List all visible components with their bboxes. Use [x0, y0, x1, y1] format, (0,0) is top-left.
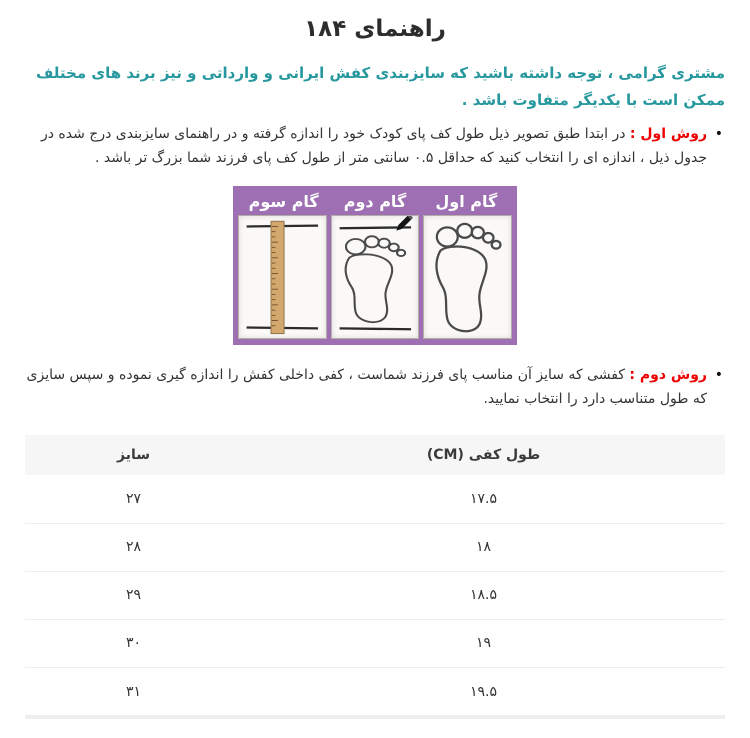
column-header-insole-length: طول کفی (CM) — [242, 435, 725, 475]
size-table — [25, 435, 725, 715]
measurement-steps-image — [233, 186, 517, 345]
table-row — [25, 667, 725, 715]
size-table-section — [25, 435, 725, 719]
cell-insole-length: ۱۸.۵ — [242, 571, 725, 619]
pencil-icon — [394, 216, 412, 233]
table-header-row — [25, 435, 725, 475]
sizing-guide-page — [0, 16, 750, 719]
column-header-size: سایز — [25, 435, 242, 475]
method-one-text: در ابتدا طبق تصویر ذیل طول کف پای کودک خود را اندازه گرفته و در راهنمای سایزبندی درج شده در جدول ذیل ، اندازه ای را انتخاب کنید که حداقل ۰.۵ سانتی متر از طول کف پای فرزند شما بزرگ تر باشد . — [40, 126, 707, 167]
method-two-label: روش دوم : — [629, 367, 707, 384]
step-two-label: گام دوم — [343, 192, 407, 212]
cell-size: ۳۱ — [125, 683, 142, 700]
methods-list — [25, 122, 725, 411]
cell-insole-length: ۱۹ — [242, 619, 725, 667]
bullet-marker-icon: • — [714, 126, 723, 142]
step-three-label: گام سوم — [248, 192, 319, 212]
bullet-marker-icon: • — [714, 367, 723, 384]
table-row — [25, 475, 725, 523]
table-row — [25, 571, 725, 619]
table-bottom-divider — [25, 715, 725, 719]
cell-insole-length: ۱۸ — [242, 523, 725, 571]
step-one-label: گام اول — [435, 192, 498, 212]
cell-insole-length: ۱۹.۵ — [469, 683, 497, 700]
customer-notice-text: مشتری گرامی ، توجه داشته باشید که سایزبندی کفش ایرانی و وارداتی و نیز برند های مختلف ممکن است با یکدیگر متفاوت باشد . — [35, 64, 725, 109]
steps-panels — [238, 215, 512, 339]
method-one-label: روش اول : — [629, 126, 707, 142]
foot-outline-icon — [423, 215, 512, 339]
foot-with-lines-and-pencil-icon — [331, 215, 420, 339]
ruler-between-lines-icon — [238, 215, 327, 339]
list-item-method-one — [25, 122, 725, 170]
cell-size: ۲۷ — [25, 475, 242, 523]
cell-insole-length: ۱۷.۵ — [242, 475, 725, 523]
method-two-text: کفشی که سایز آن مناسب پای فرزند شماست ، کفی داخلی کفش را اندازه گیری نموده و سپس سایزی که طول متناسب دارد را انتخاب نمایید. — [26, 367, 707, 408]
cell-size: ۲۸ — [25, 523, 242, 571]
table-row — [25, 619, 725, 667]
table-row — [25, 523, 725, 571]
page-title: راهنمای ۱۸۴ — [304, 16, 446, 42]
steps-header — [238, 188, 512, 215]
cell-size: ۲۹ — [25, 571, 242, 619]
list-item-method-two — [25, 363, 725, 411]
cell-size: ۳۰ — [25, 619, 242, 667]
